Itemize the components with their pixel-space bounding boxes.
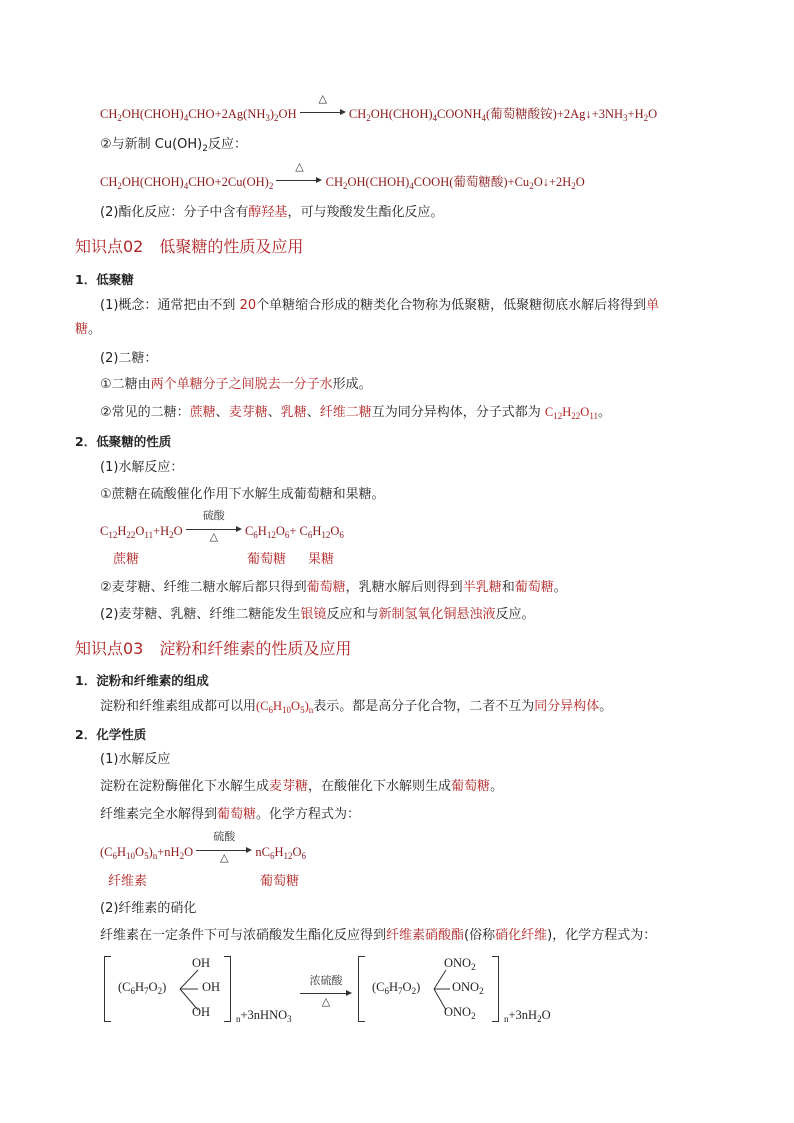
subheading-oligosaccharide: 1．低聚糖: [75, 272, 134, 287]
hno3-term: $_n$+3nHNO$_3$: [236, 1008, 292, 1024]
sucrose-hydrolysis-text: ①蔗糖在硫酸催化作用下水解生成葡萄糖和果糖。: [100, 487, 385, 502]
label-sucrose: 蔗糖: [113, 552, 140, 567]
maltose-hydrolysis-text: ②麦芽糖、纤维二糖水解后都只得到葡萄糖，乳糖水解后则得到半乳糖和葡萄糖。: [100, 580, 567, 595]
disaccharide-label: (2)二糖：: [100, 351, 158, 366]
esterification-text: (2)酯化反应：分子中含有醇羟基，可与羧酸发生酯化反应。: [100, 205, 444, 220]
ono2-group-2: $ONO_2$: [452, 980, 484, 996]
concept-paragraph-line1: (1)概念：通常把由不到 20个单糖缩合形成的糖类化合物称为低聚糖，低聚糖彻底水解后将得到单: [100, 298, 660, 313]
label-fructose: 果糖: [308, 552, 335, 567]
nitration-text: 纤维素在一定条件下可与浓硝酸发生酯化反应得到纤维素硝酸酯(俗称硝化纤维)，化学方程式为：: [100, 928, 657, 943]
cellulose-core-left: $(C_6H_7O_2)$: [118, 980, 167, 996]
cu-oh2-reaction-label: ②与新制 $Cu(OH)_2$反应：: [100, 137, 248, 154]
sucrose-hydrolysis-equation: $C_{12}H_{22}O_{11}+H_2O$ 硫酸 △ $C_6H_{12}O_6+ C_6H_{12}O_6$: [100, 510, 344, 543]
starch-composition-text: 淀粉和纤维素组成都可以用$(C_6H_{10}O_5)_n$表示。都是高分子化合物，二者不互为同分异构体。: [100, 699, 613, 715]
subheading-chemical-properties: 2．化学性质: [75, 727, 147, 742]
ono2-group-1: $ONO_2$: [444, 956, 476, 972]
label-glucose-2: 葡萄糖: [260, 874, 300, 889]
oh-group-3: OH: [192, 1005, 211, 1019]
cellulose-hydrolysis-text: 纤维素完全水解得到葡萄糖。化学方程式为：: [100, 807, 361, 822]
oh-group-1: OH: [192, 956, 211, 970]
hydrolysis-label-2: (1)水解反应: [100, 752, 171, 767]
oh-group-2: OH: [202, 980, 221, 994]
section-heading-03: 知识点03 淀粉和纤维素的性质及应用: [75, 639, 352, 658]
h2o-term: $_n+3nH_2O$: [504, 1008, 551, 1024]
section-heading-02: 知识点02 低聚糖的性质及应用: [75, 237, 304, 256]
right-bracket-open: [358, 956, 365, 1022]
subheading-starch-composition: 1．淀粉和纤维素的组成: [75, 673, 209, 688]
cellulose-core-right: $(C_6H_7O_2)$: [372, 980, 421, 996]
silver-mirror-equation: $CH_2OH(CHOH)_4CHO+2Ag(NH_3)_2OH$ △ $CH_2OH(CHOH)_4COONH_4$(葡萄糖酸铵)$+2Ag↓+3NH_3+H_2O$: [100, 93, 658, 123]
cellulose-hydrolysis-equation: $(C_6H_{10}O_5)_n+nH_2O$ 硫酸 △ $nC_6H_{12}O_6$: [100, 831, 306, 864]
label-cellulose: 纤维素: [108, 874, 148, 889]
nitration-label: (2)纤维素的硝化: [100, 901, 197, 916]
label-glucose: 葡萄糖: [247, 552, 287, 567]
subheading-oligosaccharide-properties: 2．低聚糖的性质: [75, 434, 172, 449]
copper-hydroxide-equation: $CH_2OH(CHOH)_4CHO+2Cu(OH)_2$ △ $CH_2OH(CHOH)_4COOH$(葡萄糖酸)$+Cu_2O↓+2H_2O$: [100, 161, 585, 191]
starch-hydrolysis-text: 淀粉在淀粉酶催化下水解生成麦芽糖，在酸催化下水解则生成葡萄糖。: [100, 779, 504, 794]
common-disaccharides: ②常见的二糖：蔗糖、麦芽糖、乳糖、纤维二糖互为同分异构体，分子式都为 $C_{12}H_{22}O_{11}$。: [100, 405, 611, 421]
nitration-equation: [100, 950, 580, 1030]
reaction-arrow: 硫酸 △: [186, 523, 242, 535]
ono2-group-3: $ONO_2$: [444, 1005, 476, 1021]
right-bracket-close: [492, 956, 499, 1022]
reaction-arrow: △: [300, 106, 346, 118]
silver-mirror-text: (2)麦芽糖、乳糖、纤维二糖能发生银镜反应和与新制氢氧化铜悬浊液反应。: [100, 607, 535, 622]
left-bracket-open: [104, 956, 111, 1022]
reaction-arrow: 硫酸 △: [196, 844, 252, 856]
concept-paragraph-line2: 糖。: [75, 322, 102, 337]
nitration-arrow: 浓硫酸 △: [300, 984, 352, 996]
disaccharide-formation: ①二糖由两个单糖分子之间脱去一分子水形成。: [100, 377, 372, 392]
hydrolysis-label: (1)水解反应：: [100, 460, 184, 475]
left-bracket-close: [224, 956, 231, 1022]
reaction-arrow: △: [276, 174, 322, 186]
